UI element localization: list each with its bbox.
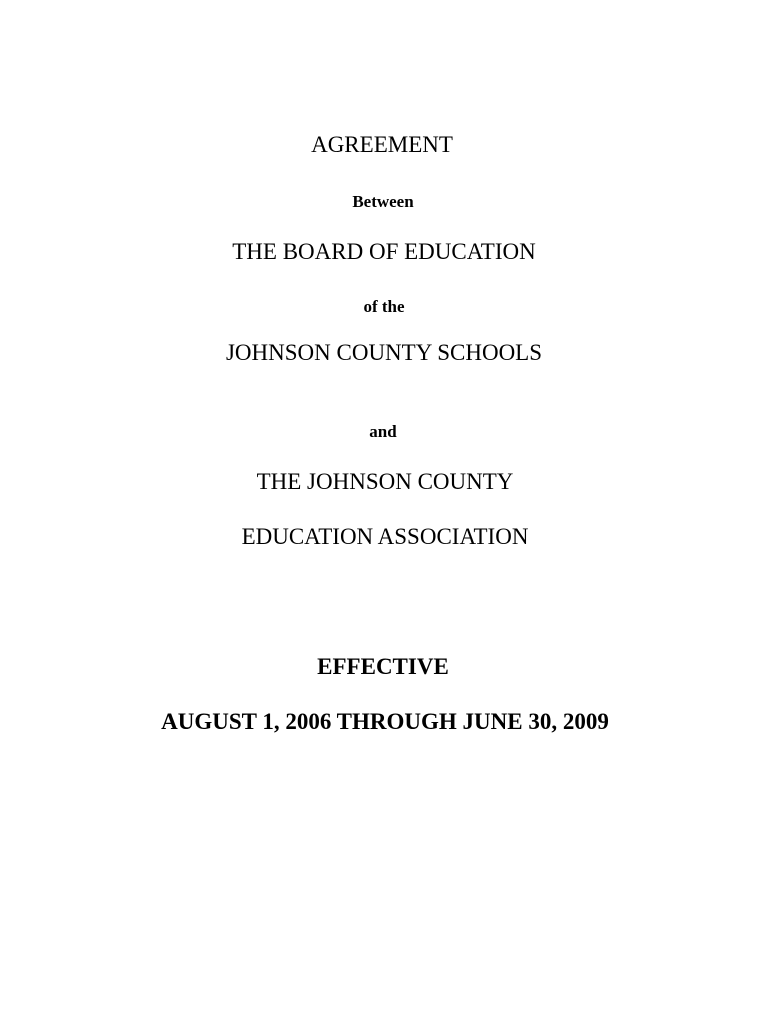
document-title: AGREEMENT xyxy=(311,132,453,157)
between-text: Between xyxy=(352,192,414,211)
effective-dates: AUGUST 1, 2006 THROUGH JUNE 30, 2009 xyxy=(161,709,609,734)
effective-label: EFFECTIVE xyxy=(317,654,449,679)
party-one-line1: THE BOARD OF EDUCATION xyxy=(232,239,536,264)
of-the-text: of the xyxy=(363,297,405,316)
party-one-line2: JOHNSON COUNTY SCHOOLS xyxy=(225,340,543,365)
party-two-line2: EDUCATION ASSOCIATION xyxy=(241,524,529,549)
and-text: and xyxy=(369,422,397,441)
party-two-line1: THE JOHNSON COUNTY xyxy=(256,469,514,494)
